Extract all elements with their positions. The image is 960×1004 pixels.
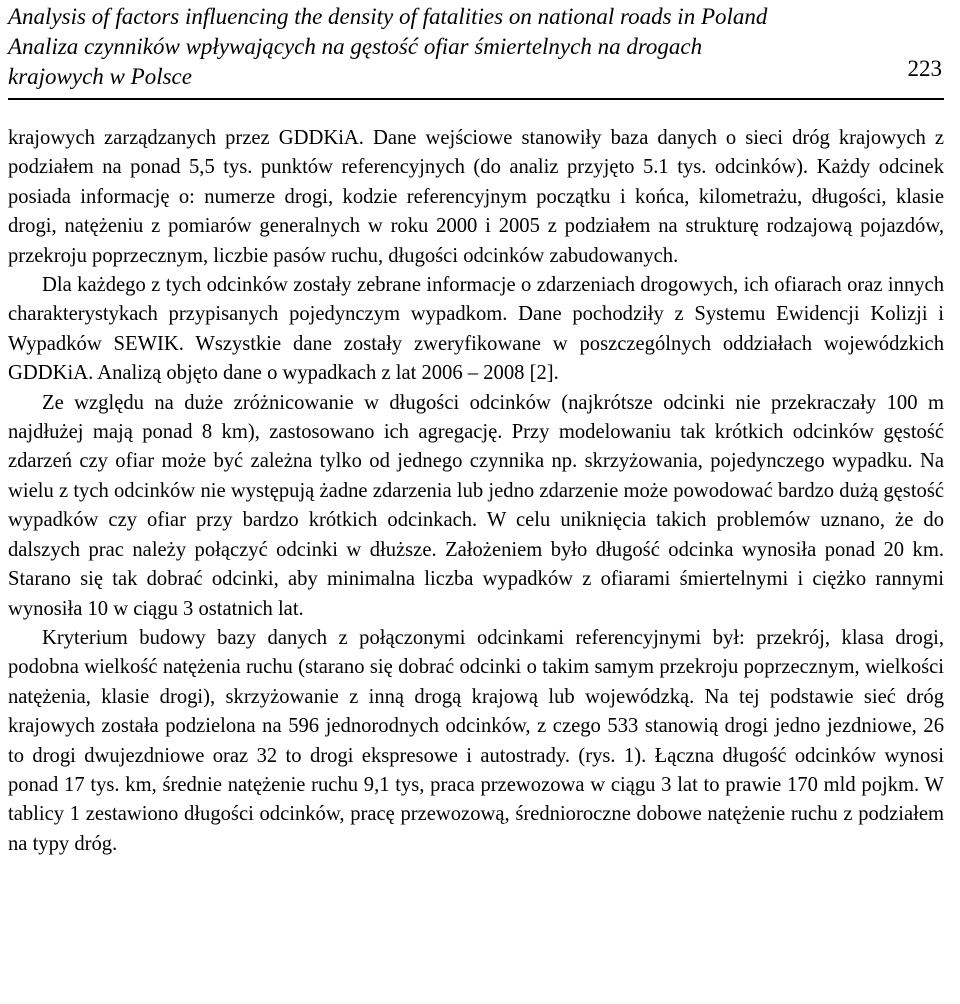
header-title-english: Analysis of factors influencing the density of fatalities on national roads in Poland: [8, 4, 768, 29]
document-page: [8, 2, 944, 859]
header-title-polish-line2: krajowych w Polsce: [8, 64, 192, 89]
paragraph-aggregation: Ze względu na duże zróżnicowanie w długości odcinków (najkrótsze odcinki nie przekraczały 100 m najdłużej mają ponad 8 km), zastosowano ich agregację. Przy modelowaniu tak krótkich odcinków gęstość zdarzeń czy ofiar może być zależna tylko od jednego czynnika np. skrzyżowania, pojedynczego wypadku. Na wielu z tych odcinków nie występują żadne zdarzenia lub jedno zdarzenie może powodować bardzo dużą gęstość wypadków czy ofiar przy bardzo krótkich odcinkach. W celu uniknięcia takich problemów uznano, że do dalszych prac należy połączyć odcinki w dłuższe. Założeniem było długość odcinka wynosiła ponad 20 km. Starano się tak dobrać odcinki, aby minimalna liczba wypadków z ofiarami śmiertelnymi i ciężko rannymi wynosiła 10 w ciągu 3 ostatnich lat.: [8, 391, 944, 620]
paragraph-database-criteria: Kryterium budowy bazy danych z połączonymi odcinkami referencyjnymi był: przekrój, klasa drogi, podobna wielkość natężenia ruchu (starano się dobrać odcinki o takim samym przekroju poprzecznym, wielkości natężenia, klasie drogi), skrzyżowanie z inną drogą krajową lub wojewódzką. Na tej podstawie sieć dróg krajowych została podzielona na 596 jednorodnych odcinków, z czego 533 stanowią drogi jedno jezdniowe, 26 to drogi dwujezdniowe oraz 32 to drogi ekspresowe i autostrady. (rys. 1). Łączna długość odcinków wynosi ponad 17 tys. km, średnie natężenie ruchu 9,1 tys, praca przewozowa w ciągu 3 lat to prawie 170 mld pojkm. W tablicy 1 zestawiono długości odcinków, pracę przewozową, średnioroczne dobowe natężenie ruchu z podziałem na typy dróg.: [8, 626, 944, 855]
body-text: [8, 124, 944, 859]
page-number: 223: [907, 56, 942, 81]
paragraph-data-sources: Dla każdego z tych odcinków zostały zebrane informacje o zdarzeniach drogowych, ich ofiarach oraz innych charakterystykach przypisanych pojedynczym wypadkom. Dane pochodziły z Systemu Ewidencji Kolizji i Wypadków SEWIK. Wszystkie dane zostały zweryfikowane w poszczególnych oddziałach wojewódzkich GDDKiA. Analizą objęto dane o wypadkach z lat 2006 – 2008 [2].: [8, 274, 944, 385]
header-title: [8, 2, 868, 92]
running-header: [8, 2, 944, 100]
paragraph-continuation: krajowych zarządzanych przez GDDKiA. Dane wejściowe stanowiły baza danych o sieci dróg krajowych z podziałem na ponad 5,5 tys. punktów referencyjnych (do analiz przyjęto 5.1 tys. odcinków). Każdy odcinek posiada informację o: numerze drogi, kodzie referencyjnym początku i końca, kilometrażu, długości, klasie drogi, natężeniu z pomiarów generalnych w roku 2000 i 2005 z podziałem na strukturę rodzajową pojazdów, przekroju poprzecznym, liczbie pasów ruchu, długości odcinków zabudowanych.: [8, 127, 944, 267]
header-title-polish-line1: Analiza czynników wpływających na gęstość ofiar śmiertelnych na drogach: [8, 34, 703, 59]
